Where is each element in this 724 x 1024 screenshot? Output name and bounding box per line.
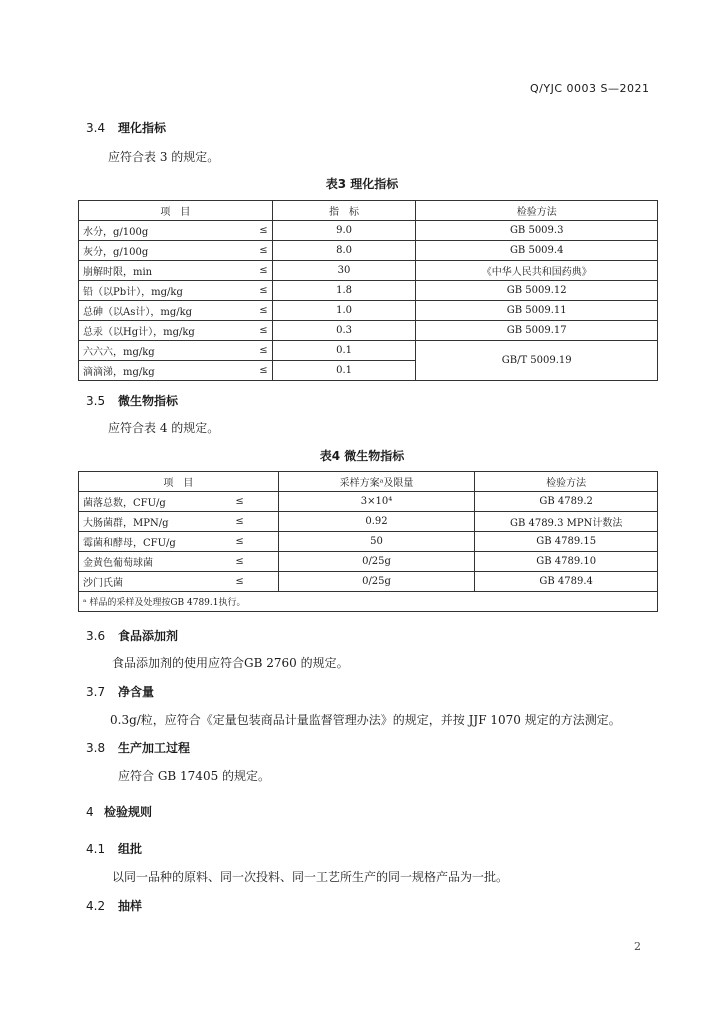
section-3-4-text: 应符合表 3 的规定。 [108, 150, 220, 164]
section-3-7-heading [86, 683, 154, 700]
table-row [79, 321, 658, 341]
column-header: 采样方案ᵃ及限量 [278, 472, 475, 492]
column-header: 指 标 [272, 201, 416, 221]
table-row [79, 341, 658, 361]
section-number: 4.2 [86, 899, 106, 913]
section-4-1-heading [86, 840, 142, 857]
item-name: 菌落总数，CFU/g [83, 498, 166, 509]
item-name: 灰分，g/100g [83, 247, 149, 258]
operator: ≤ [235, 536, 244, 547]
operator: ≤ [259, 225, 268, 236]
section-title: 食品添加剂 [118, 629, 179, 643]
section-title: 组批 [118, 842, 143, 856]
test-method: GB 4789.4 [475, 572, 658, 592]
section-title: 检验规则 [104, 805, 153, 819]
item-name: 沙门氏菌 [83, 578, 123, 589]
test-method: GB 5009.11 [416, 301, 658, 321]
operator: ≤ [259, 365, 268, 376]
section-number: 4.1 [86, 842, 106, 856]
table-row [79, 241, 658, 261]
item-name: 金黄色葡萄球菌 [83, 558, 153, 569]
section-number: 3.6 [86, 629, 106, 643]
limit-value: 1.0 [272, 301, 416, 321]
table-row [79, 281, 658, 301]
operator: ≤ [259, 305, 268, 316]
table-row [79, 572, 658, 592]
test-method: GB/T 5009.19 [416, 341, 658, 381]
limit-value: 50 [278, 532, 475, 552]
table-header-row [79, 201, 658, 221]
test-method: 《中华人民共和国药典》 [416, 261, 658, 281]
table-row [79, 261, 658, 281]
limit-value: 0.3 [272, 321, 416, 341]
table-footnote-row [79, 592, 658, 612]
operator: ≤ [235, 556, 244, 567]
operator: ≤ [259, 285, 268, 296]
test-method: GB 5009.3 [416, 221, 658, 241]
test-method: GB 4789.2 [475, 492, 658, 512]
item-name: 六六六，mg/kg [83, 347, 155, 358]
table4-caption: 表4 微生物指标 [319, 449, 405, 463]
section-3-6-text: 食品添加剂的使用应符合GB 2760 的规定。 [112, 656, 349, 670]
table-header-row [79, 472, 658, 492]
section-3-4-heading [86, 119, 166, 136]
section-3-8-text: 应符合 GB 17405 的规定。 [118, 769, 271, 783]
limit-value: 0.1 [272, 361, 416, 381]
item-name: 大肠菌群，MPN/g [83, 518, 169, 529]
table-row [79, 221, 658, 241]
operator: ≤ [259, 265, 268, 276]
section-number: 3.4 [86, 121, 106, 135]
column-header: 项 目 [79, 201, 273, 221]
section-title: 微生物指标 [118, 394, 179, 408]
test-method: GB 4789.3 MPN计数法 [475, 512, 658, 532]
table-row [79, 301, 658, 321]
column-header: 检验方法 [416, 201, 658, 221]
limit-value: 30 [272, 261, 416, 281]
limit-value: 0.92 [278, 512, 475, 532]
test-method: GB 4789.10 [475, 552, 658, 572]
section-number: 3.5 [86, 394, 106, 408]
section-title: 抽样 [118, 899, 143, 913]
table-footnote: ᵃ 样品的采样及处理按GB 4789.1执行。 [79, 592, 658, 612]
section-4-2-heading [86, 897, 142, 914]
page-number: 2 [634, 940, 641, 953]
section-number: 3.8 [86, 741, 106, 755]
item-name: 霉菌和酵母，CFU/g [83, 538, 176, 549]
table-row [79, 492, 658, 512]
limit-value: 1.8 [272, 281, 416, 301]
item-name: 崩解时限，min [83, 267, 153, 278]
operator: ≤ [259, 325, 268, 336]
section-title: 净含量 [118, 685, 155, 699]
table-row [79, 532, 658, 552]
section-3-5-heading [86, 392, 178, 409]
table3 [78, 200, 658, 381]
limit-value: 0/25g [278, 552, 475, 572]
item-name: 总砷（以As计），mg/kg [83, 307, 193, 318]
table3-caption: 表3 理化指标 [325, 177, 399, 191]
item-name: 铅（以Pb计），mg/kg [83, 287, 183, 298]
column-header: 检验方法 [475, 472, 658, 492]
limit-value: 8.0 [272, 241, 416, 261]
standard-number: Q/YJC 0003 S—2021 [530, 82, 650, 95]
test-method: GB 5009.17 [416, 321, 658, 341]
section-number: 3.7 [86, 685, 106, 699]
test-method: GB 5009.4 [416, 241, 658, 261]
column-header: 项 目 [79, 472, 279, 492]
section-3-7-text: 0.3g/粒，应符合《定量包装商品计量监督管理办法》的规定，并按 JJF 1070 规定的方法测定。 [110, 713, 621, 727]
section-title: 理化指标 [118, 121, 167, 135]
operator: ≤ [259, 245, 268, 256]
item-name: 滴滴涕，mg/kg [83, 367, 155, 378]
operator: ≤ [235, 516, 244, 527]
section-4-1-text: 以同一品种的原料、同一次投料、同一工艺所生产的同一规格产品为一批。 [112, 870, 509, 884]
limit-value: 0.1 [272, 341, 416, 361]
test-method: GB 5009.12 [416, 281, 658, 301]
section-3-6-heading [86, 627, 178, 644]
table-row [79, 552, 658, 572]
operator: ≤ [235, 576, 244, 587]
section-4-heading [86, 803, 152, 820]
item-name: 总汞（以Hg计），mg/kg [83, 327, 195, 338]
limit-value: 9.0 [272, 221, 416, 241]
section-number: 4 [86, 805, 94, 819]
table4 [78, 471, 658, 612]
item-name: 水分，g/100g [83, 227, 149, 238]
limit-value: 3×10⁴ [278, 492, 475, 512]
test-method: GB 4789.15 [475, 532, 658, 552]
operator: ≤ [259, 345, 268, 356]
section-title: 生产加工过程 [118, 741, 191, 755]
limit-value: 0/25g [278, 572, 475, 592]
table-row [79, 512, 658, 532]
section-3-5-text: 应符合表 4 的规定。 [108, 421, 220, 435]
section-3-8-heading [86, 739, 190, 756]
operator: ≤ [235, 496, 244, 507]
